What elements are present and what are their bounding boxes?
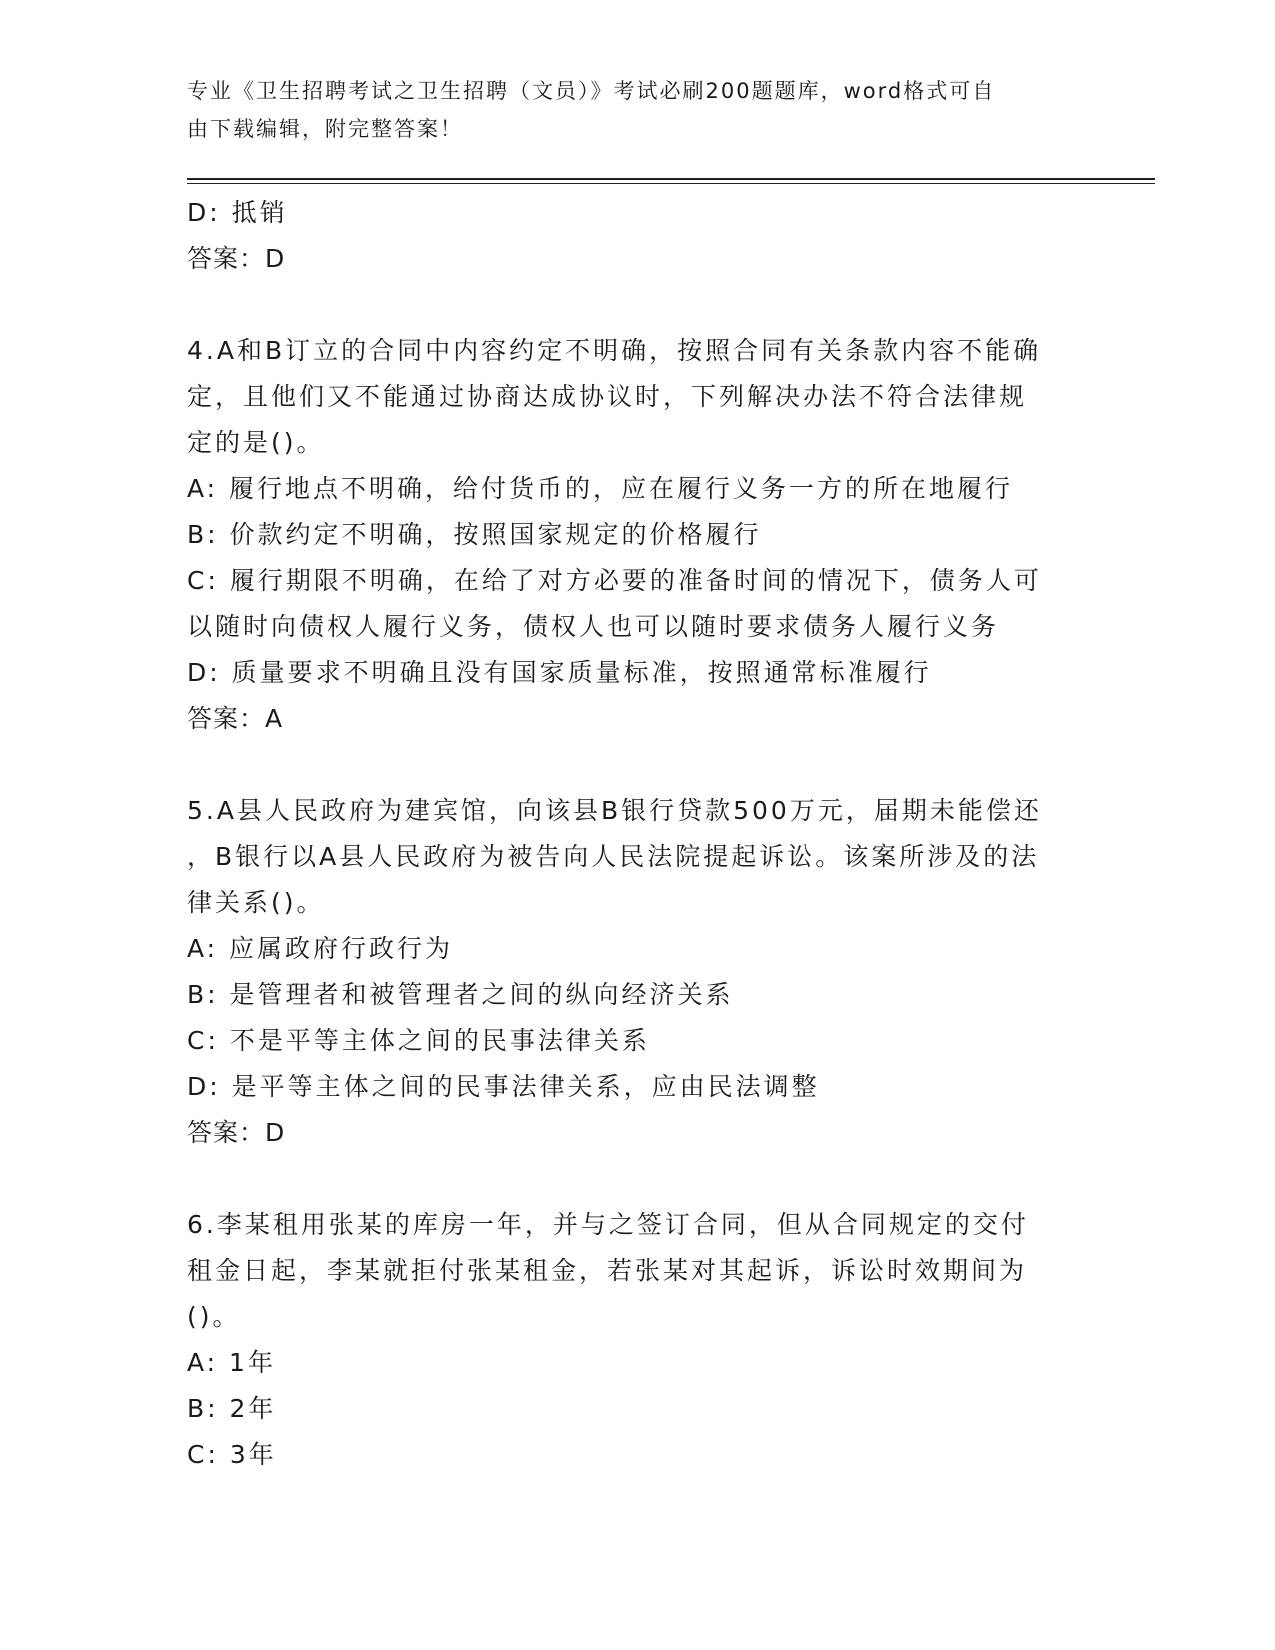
q6-stem-line-3: ()。 [187,1302,241,1331]
q4-option-b: B: 价款约定不明确，按照国家规定的价格履行 [187,520,762,549]
q5-option-b: B: 是管理者和被管理者之间的纵向经济关系 [187,980,734,1009]
question-4 [187,328,1087,742]
q5-option-c: C: 不是平等主体之间的民事法律关系 [187,1026,650,1055]
q4-option-d: D: 质量要求不明确且没有国家质量标准，按照通常标准履行 [187,658,932,687]
q5-stem-line-3: 律关系()。 [187,888,325,917]
q5-stem-line-2: ，B银行以A县人民政府为被告向人民法院提起诉讼。该案所涉及的法 [187,842,1040,871]
q6-option-c: C: 3年 [187,1440,277,1469]
q4-option-c-line-2: 以随时向债权人履行义务，债权人也可以随时要求债务人履行义务 [187,612,1000,641]
question-5 [187,788,1087,1156]
prev-answer: 答案：D [187,244,286,273]
q5-option-a: A: 应属政府行政行为 [187,934,454,963]
q4-option-c-line-1: C: 履行期限不明确，在给了对方必要的准备时间的情况下，债务人可 [187,566,1042,595]
question-6 [187,1202,1087,1478]
question-content [187,190,1087,1478]
q4-stem-line-2: 定，且他们又不能通过协商达成协议时，下列解决办法不符合法律规 [187,382,1028,411]
document-header [187,72,1087,148]
q6-stem-line-2: 租金日起，李某就拒付张某租金，若张某对其起诉，诉讼时效期间为 [187,1256,1028,1285]
prev-option-d: D: 抵销 [187,198,288,227]
header-rule-thick [187,178,1155,180]
q5-stem-line-1: 5.A县人民政府为建宾馆，向该县B银行贷款500万元，届期未能偿还 [187,796,1042,825]
q6-stem-line-1: 6.李某租用张某的库房一年，并与之签订合同，但从合同规定的交付 [187,1210,1029,1239]
q5-option-d: D: 是平等主体之间的民事法律关系，应由民法调整 [187,1072,820,1101]
q6-option-a: A: 1年 [187,1348,276,1377]
q4-option-a: A: 履行地点不明确，给付货币的，应在履行义务一方的所在地履行 [187,474,1014,503]
q4-stem-line-1: 4.A和B订立的合同中内容约定不明确，按照合同有关条款内容不能确 [187,336,1042,365]
q5-answer: 答案：D [187,1118,286,1147]
q4-answer: 答案：A [187,704,284,733]
header-line-2: 由下载编辑，附完整答案！ [187,117,463,141]
header-rule-thin [187,183,1155,184]
q4-stem-line-3: 定的是()。 [187,428,325,457]
header-line-1: 专业《卫生招聘考试之卫生招聘（文员）》考试必刷200题题库，word格式可自 [187,79,996,103]
q6-option-b: B: 2年 [187,1394,277,1423]
